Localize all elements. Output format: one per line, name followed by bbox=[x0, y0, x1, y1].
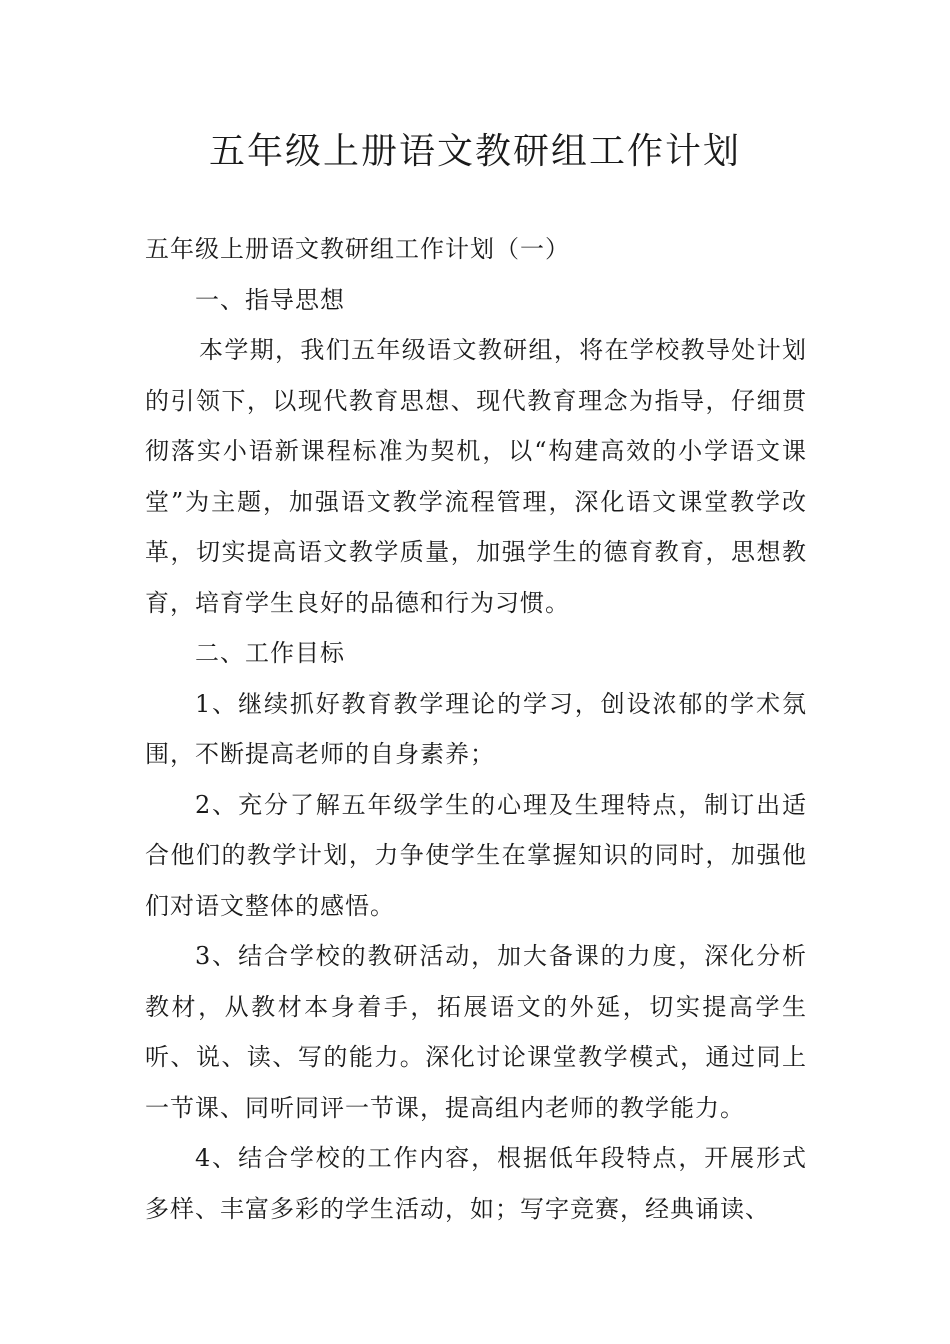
goal-item-3: 3、结合学校的教研活动，加大备课的力度，深化分析教材，从教材本身着手，拓展语文的外延，切实提高学生听、说、读、写的能力。深化讨论课堂教学模式，通过同上一节课、同听同评一节课，提高组内老师的教学能力。 bbox=[145, 942, 807, 1122]
goal-item-1: 1、继续抓好教育教学理论的学习，创设浓郁的学术氛围，不断提高老师的自身素养； bbox=[145, 689, 807, 768]
document-title: 五年级上册语文教研组工作计划 bbox=[208, 131, 741, 172]
heading-guiding-thought: 一、指导思想 bbox=[195, 285, 345, 314]
goal-item-4: 4、结合学校的工作内容，根据低年段特点，开展形式多样、丰富多彩的学生活动，如；写字竞赛，经典诵读、 bbox=[145, 1144, 807, 1223]
paragraph-guiding-thought: 本学期，我们五年级语文教研组，将在学校教导处计划的引领下，以现代教育思想、现代教育理念为指导，仔细贯彻落实小语新课程标准为契机，以“构建高效的小学语文课堂”为主题，加强语文教学流程管理，深化语文课堂教学改革，切实提高语文教学质量，加强学生的德育教育，思想教育，培育学生良好的品德和行为习惯。 bbox=[145, 336, 807, 617]
document-body bbox=[145, 224, 807, 1234]
heading-work-goals: 二、工作目标 bbox=[195, 639, 345, 667]
section-subtitle: 五年级上册语文教研组工作计划（一） bbox=[145, 235, 570, 263]
goal-item-2: 2、充分了解五年级学生的心理及生理特点，制订出适合他们的教学计划，力争使学生在掌握知识的同时，加强他们对语文整体的感悟。 bbox=[145, 790, 807, 920]
